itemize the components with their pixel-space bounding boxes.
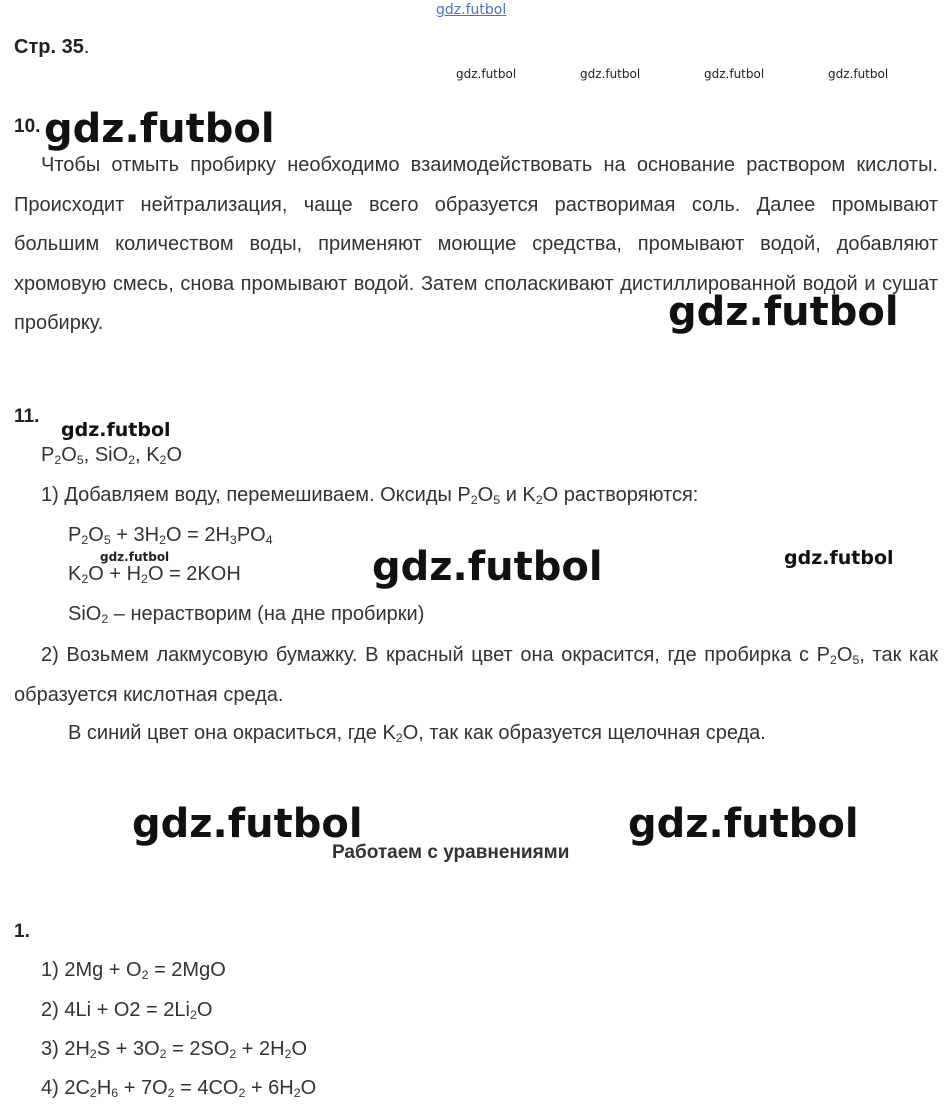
page-label-text: Стр. 35 [14, 36, 84, 58]
watermark-medium: gdz.futbol [784, 547, 894, 569]
watermark-large: gdz.futbol [668, 289, 899, 335]
equation-4: 4) $2C_2H_6 + 7O_2 = 4CO_2 + 6H_2O$ [41, 1077, 317, 1101]
section-heading: Работаем с уравнениями [332, 842, 570, 863]
watermark-large: gdz.futbol [44, 106, 275, 152]
watermark-small: gdz.futbol [100, 550, 170, 564]
task-number-1: 1. [14, 921, 30, 942]
watermark-small: gdz.futbol [456, 67, 517, 81]
step-2-text: 2) Возьмем лакмусовую бумажку. В красный цвет она окрасится, где пробирка с $P_2O_5$, так как образуется кислотная среда. [14, 644, 938, 706]
oxides-list: $P_2O_5$, SiO$_2$, $K_2O$ [41, 444, 182, 468]
equation-3: 3) $2H_2S + 3O_2 = 2SO_2 + 2H_2O$ [41, 1038, 308, 1062]
task-number-11: 11. [14, 406, 40, 427]
watermark-small: gdz.futbol [580, 67, 641, 81]
watermark-small: gdz.futbol [704, 67, 765, 81]
watermark-medium: gdz.futbol [61, 419, 171, 441]
equation-p2o5: $P_2O_5 + 3H_2O = 2H_3PO_4$ [68, 524, 273, 548]
watermark-large: gdz.futbol [372, 544, 603, 590]
equation-sio2: SiO$_2$ – нерастворим (на дне пробирки) [68, 603, 425, 627]
page-label [14, 36, 89, 59]
task-10-paragraph: Чтобы отмыть пробирку необходимо взаимодействовать на основание раствором кислоты. Происходит нейтрализация, чаще всего образуется растворимая соль. Далее промывают большим количеством воды, применяют моющие средства, промывают водой, добавляют хромовую смесь, снова промывают водой. Затем споласкивают дистиллированной водой и сушат пробирку. [14, 154, 938, 334]
step-1-text: 1) Добавляем воду, перемешиваем. Оксиды $P_2O_5$ и $K_2O$ растворяются: [41, 484, 699, 508]
equation-2: 2) $4Li + O2 = 2Li_2O$ [41, 999, 213, 1023]
equation-1: 1) $2Mg + O_2 = 2MgO$ [41, 959, 226, 983]
watermark-large: gdz.futbol [132, 801, 363, 847]
task-number-10: 10. [14, 116, 41, 137]
watermark-top[interactable]: gdz.futbol [436, 2, 507, 18]
watermark-small: gdz.futbol [828, 67, 889, 81]
equation-k2o: $K_2O + H_2O = 2KOH$ [68, 563, 241, 587]
page-label-dot: . [83, 36, 90, 58]
watermark-large: gdz.futbol [628, 801, 859, 847]
step-2-line-3: В синий цвет она окраситься, где $K_2O$, так как образуется щелочная среда. [68, 722, 766, 746]
